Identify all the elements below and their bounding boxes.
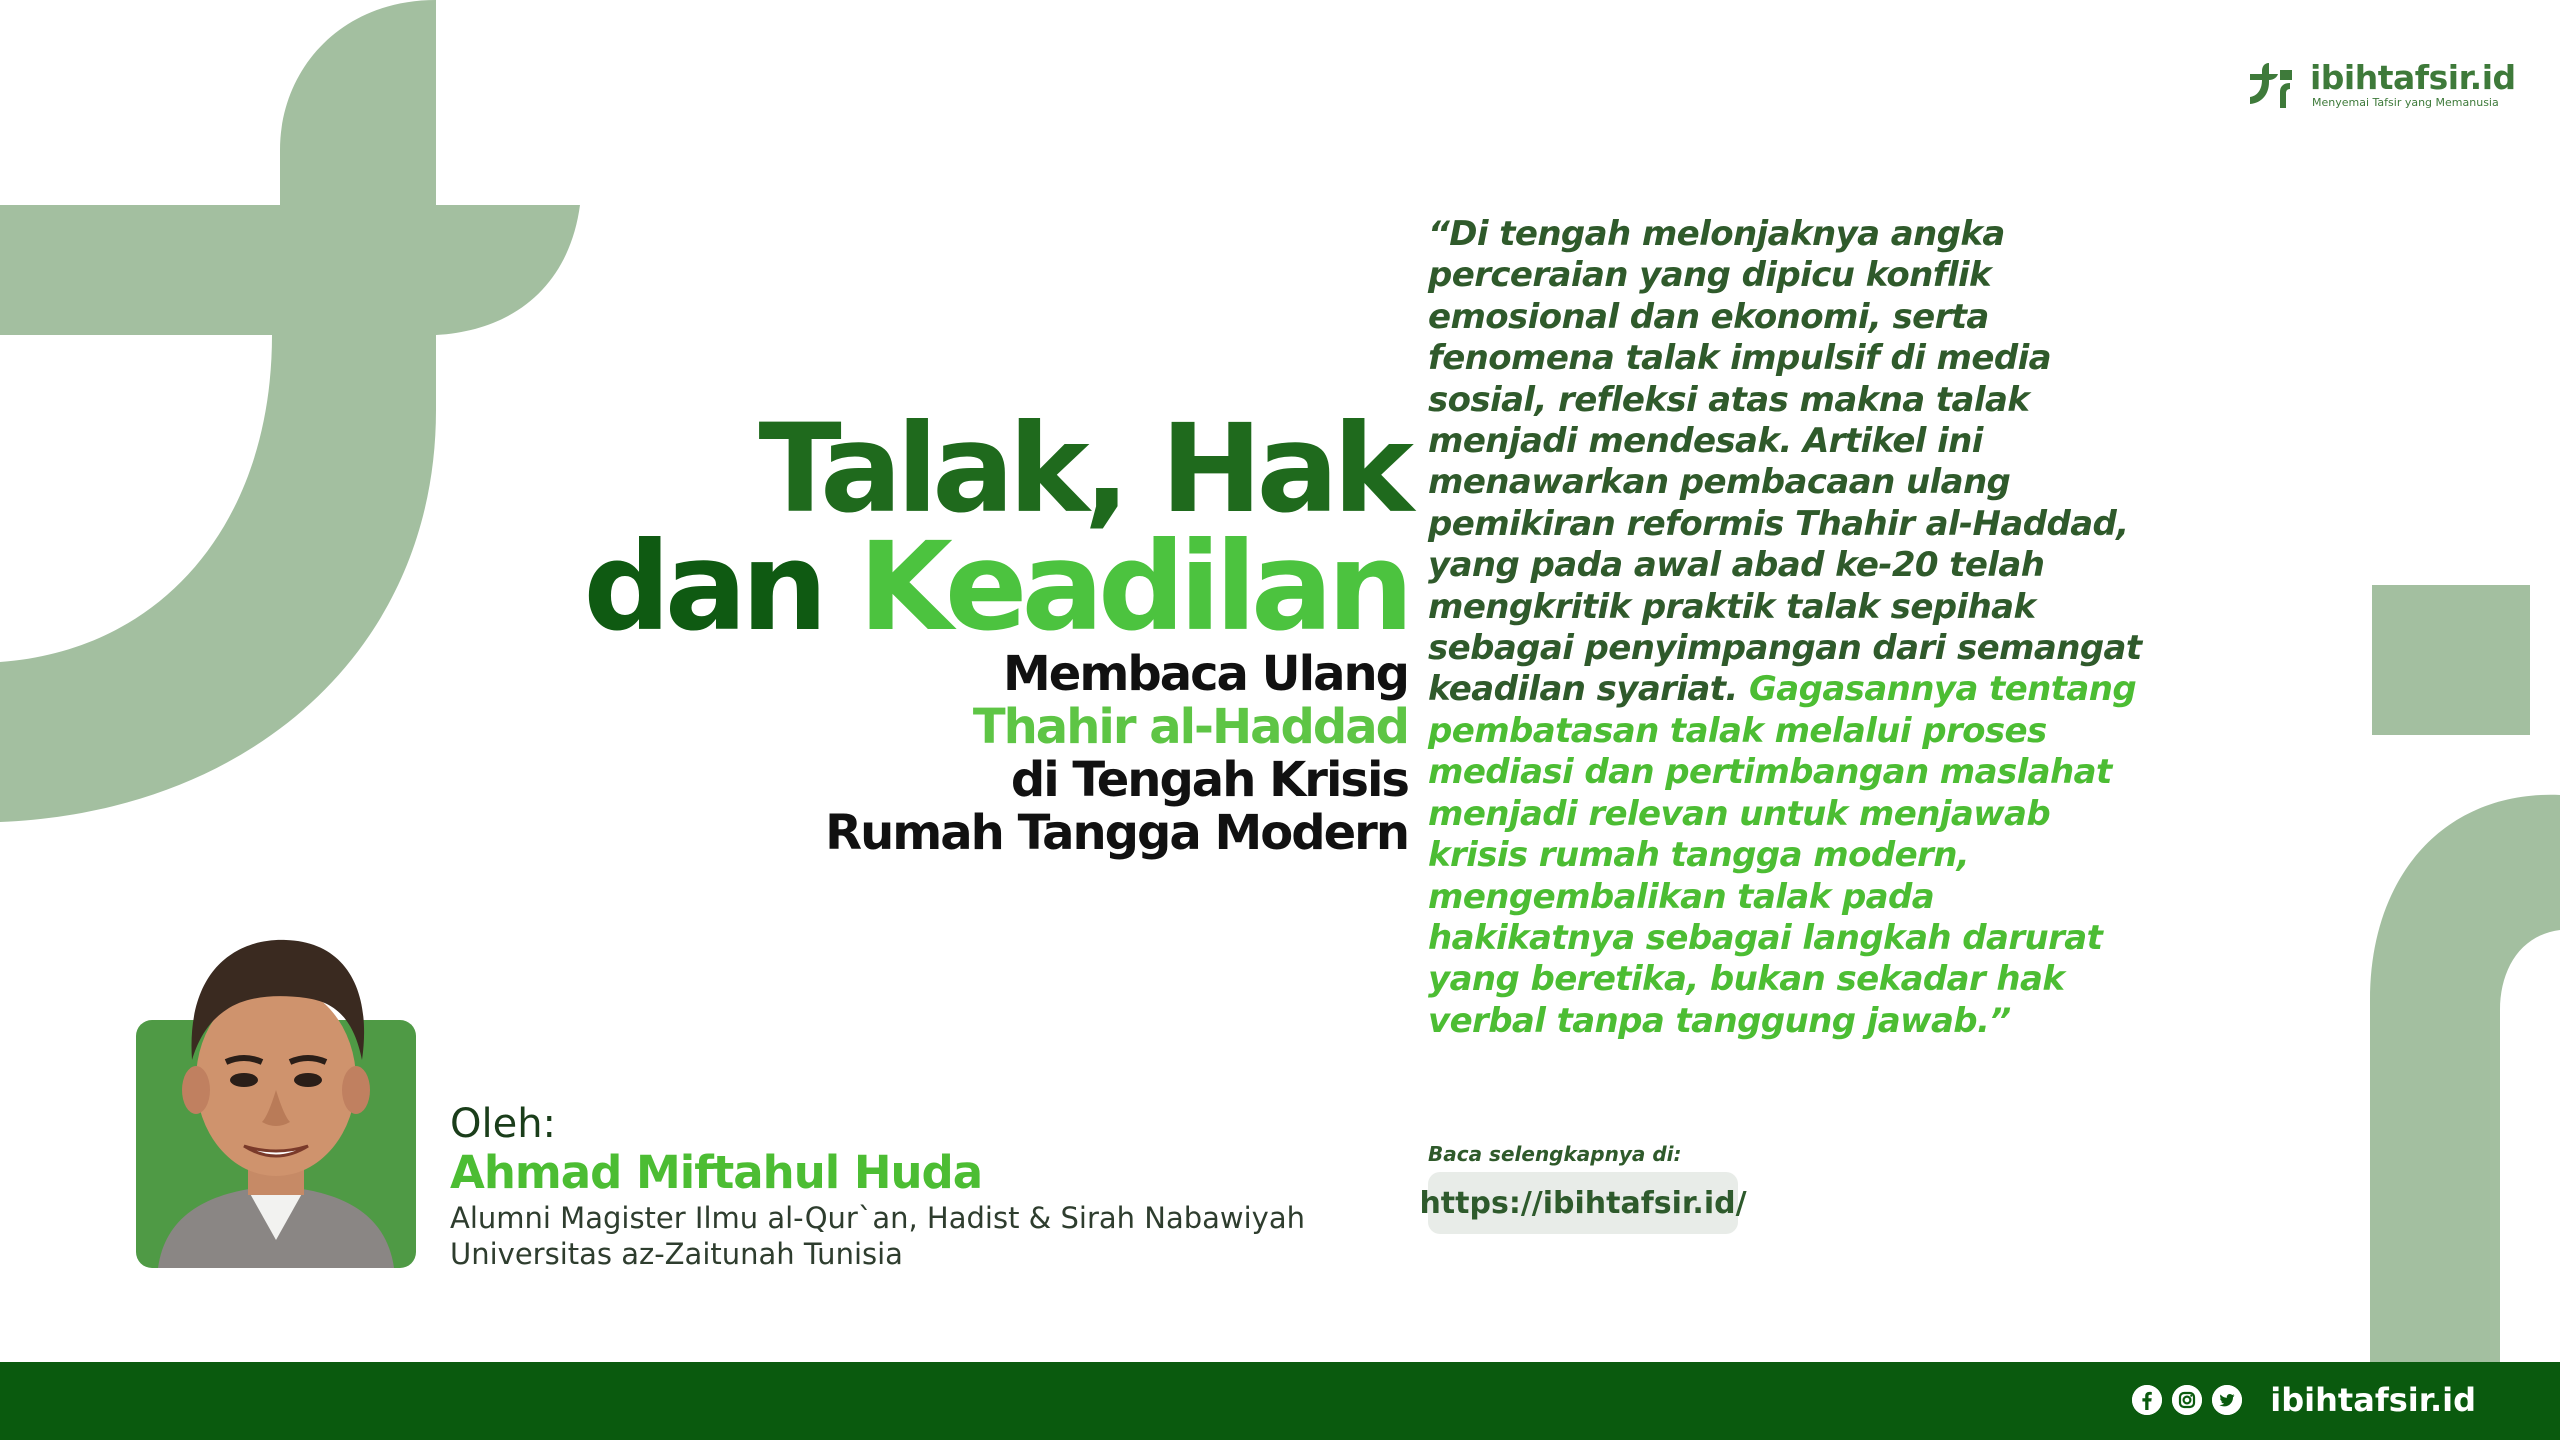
footer-social — [2132, 1380, 2476, 1420]
article-quote — [1428, 214, 2148, 1042]
brand-logo-icon — [2246, 58, 2300, 112]
brand-logo — [2246, 58, 2516, 112]
footer-bar — [0, 1362, 2560, 1440]
facebook-icon[interactable] — [2132, 1385, 2162, 1415]
brand-tagline: Menyemai Tafsir yang Memanusia — [2312, 96, 2499, 109]
instagram-icon[interactable] — [2172, 1385, 2202, 1415]
author-photo — [136, 910, 416, 1268]
subtitle-line-4: Rumah Tangga Modern — [825, 805, 1408, 861]
logo-mark-left-shape — [0, 0, 580, 822]
subtitle-line-1: Membaca Ulang — [1003, 646, 1408, 702]
author-info — [450, 1100, 1350, 1272]
footer-site-name[interactable]: ibihtafsir.id — [2270, 1381, 2476, 1419]
title-block — [560, 398, 1408, 861]
brand-name: ibihtafsir.id — [2310, 58, 2516, 97]
article-url-link[interactable]: https://ibihtafsir.id/ — [1428, 1172, 1738, 1234]
quote-part-1: “Di tengah melonjaknya angka perceraian yang dipicu konflik emosional dan ekonomi, serta fenomena talak impulsif di media sosial, refleksi atas makna talak menjadi mendesak. Artikel ini menawarkan pembacaan ulang pemikiran reformis Thahir al-Haddad, yang pada awal abad ke-20 telah mengkritik praktik talak sepihak sebagai penyimpangan dari semangat keadilan syariat. — [1428, 214, 2142, 710]
quote-part-2: Gagasannya tentang pembatasan talak melalui proses mediasi dan pertimbangan maslahat menjadi relevan untuk menjawab krisis rumah tangga modern, mengembalikan talak pada hakikatnya sebagai langkah darurat yang beretika, bukan sekadar hak verbal tanpa tanggung jawab.” — [1428, 669, 2137, 1041]
logo-mark-right-arc — [2370, 795, 2560, 1362]
author-desc-line-1: Alumni Magister Ilmu al-Qur`an, Hadist & Sirah Nabawiyah — [450, 1201, 1305, 1235]
author-name: Ahmad Miftahul Huda — [450, 1146, 983, 1199]
title-line-1: Talak, Hak — [758, 398, 1408, 540]
read-more-label: Baca selengkapnya di: — [1428, 1142, 1682, 1166]
title-line-2-accent: Keadilan — [858, 516, 1408, 658]
subtitle-line-2: Thahir al-Haddad — [972, 699, 1408, 755]
twitter-icon[interactable] — [2212, 1385, 2242, 1415]
title-line-2 — [560, 516, 1408, 658]
author-by-label: Oleh: — [450, 1101, 557, 1147]
title-line-2-plain: dan — [583, 516, 859, 658]
author-desc-line-2: Universitas az-Zaitunah Tunisia — [450, 1237, 903, 1271]
logo-mark-right-leaf — [2372, 585, 2530, 735]
subtitle-line-3: di Tengah Krisis — [1010, 752, 1408, 808]
